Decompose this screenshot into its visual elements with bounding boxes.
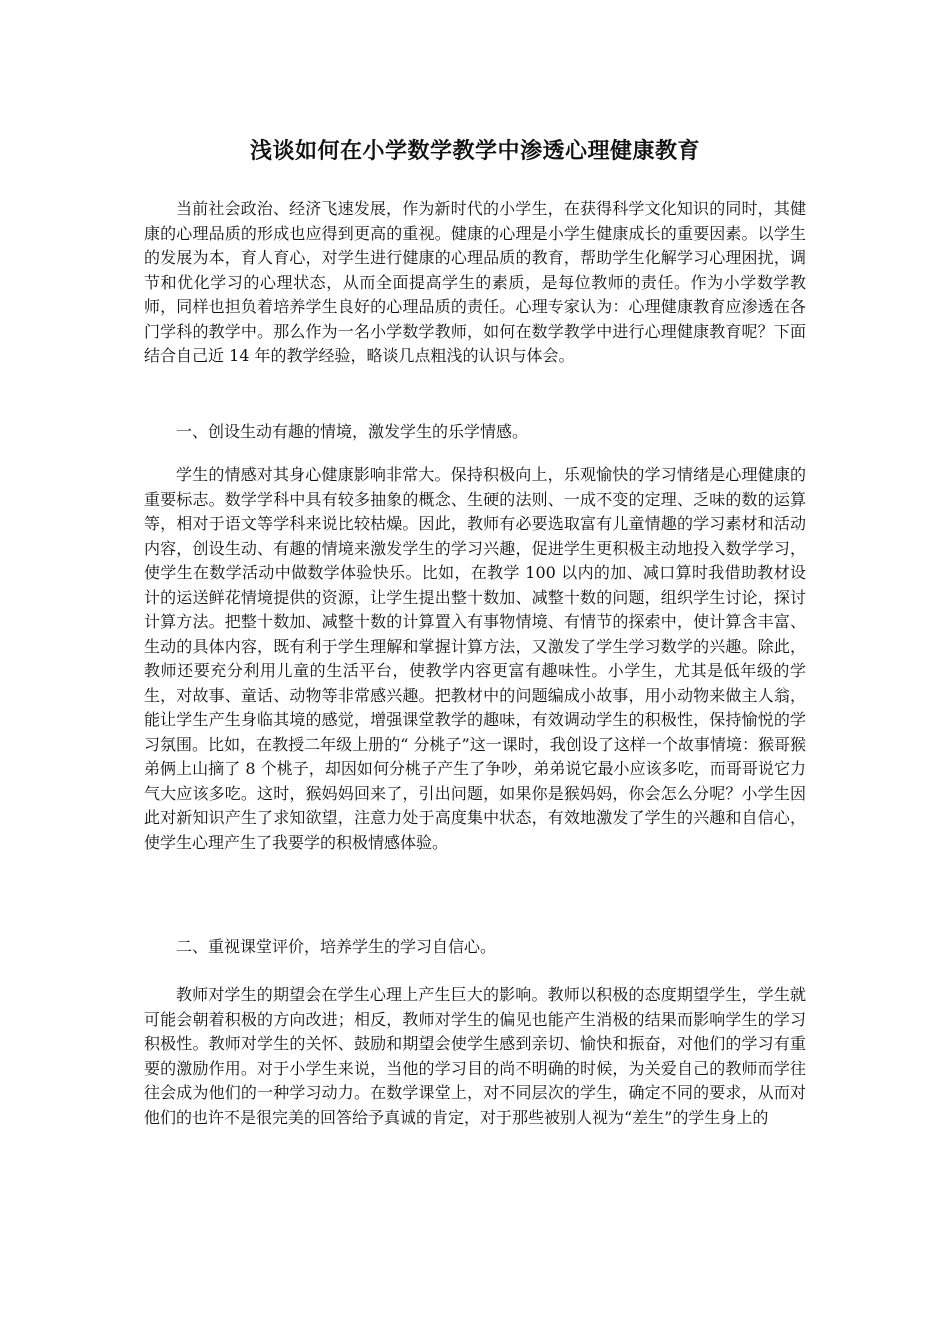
- section-heading-2: 二、重视课堂评价，培养学生的学习自信心。: [176, 937, 497, 956]
- document-page: [144, 0, 806, 1344]
- section-1-paragraph: 学生的情感对其身心健康影响非常大。保持积极向上，乐观愉快的学习情绪是心理健康的重要标志。数学学科中具有较多抽象的概念、生硬的法则、一成不变的定理、乏味的数的运算等，相对于语文等学科来说比较枯燥。因此，教师有必要选取富有儿童情趣的学习素材和活动内容，创设生动、有趣的情境来激发学生的学习兴趣，促进学生更积极主动地投入数学学习，使学生在数学活动中做数学体验快乐。比如，在教学 100 以内的加、减口算时我借助教材设计的运送鲜花情境提供的资源，让学生提出整十数加、减整十数的问题，组织学生讨论，探讨计算方法。把整十数加、减整十数的计算置入有事物情境、有情节的探索中，使计算含丰富、生动的具体内容，既有利于学生理解和掌握计算方法，又激发了学生学习数学的兴趣。除此，教师还要充分利用儿童的生活平台，使教学内容更富有趣味性。小学生，尤其是低年级的学生，对故事、童话、动物等非常感兴趣。把教材中的问题编成小故事，用小动物来做主人翁，能让学生产生身临其境的感觉，增强课堂教学的趣味，有效调动学生的积极性，保持愉悦的学习氛围。比如，在教授二年级上册的“ 分桃子”这一课时，我创设了这样一个故事情境：猴哥猴弟俩上山摘了 8 个桃子，却因如何分桃子产生了争吵，弟弟说它最小应该多吃，而哥哥说它力气大应该多吃。这时，猴妈妈回来了，引出问题，如果你是猴妈妈，你会怎么分呢？小学生因此对新知识产生了求知欲望，注意力处于高度集中状态，有效地激发了学生的兴趣和自信心，使学生心理产生了我要学的积极情感体验。: [144, 465, 806, 852]
- section-2-paragraph: 教师对学生的期望会在学生心理上产生巨大的影响。教师以积极的态度期望学生，学生就可能会朝着积极的方向改进；相反，教师对学生的偏见也能产生消极的结果而影响学生的学习积极性。教师对学生的关怀、鼓励和期望会使学生感到亲切、愉快和振奋，对他们的学习有重要的激励作用。对于小学生来说，当他的学习目的尚不明确的时候，为关爱自己的教师而学往往会成为他们的一种学习动力。在数学课堂上，对不同层次的学生，确定不同的要求，从而对他们的也许不是很完美的回答给予真诚的肯定，对于那些被别人视为“差生”的学生身上的: [144, 985, 806, 1127]
- section-heading-1: 一、创设生动有趣的情境，激发学生的乐学情感。: [176, 422, 529, 441]
- document-title: 浅谈如何在小学数学教学中渗透心理健康教育: [249, 138, 700, 164]
- intro-paragraph: 当前社会政治、经济飞速发展，作为新时代的小学生，在获得科学文化知识的同时，其健康的心理品质的形成也应得到更高的重视。健康的心理是小学生健康成长的重要因素。以学生的发展为本，育人育心，对学生进行健康的心理品质的教育，帮助学生化解学习心理困扰，调节和优化学习的心理状态，从而全面提高学生的素质，是每位教师的责任。作为小学数学教师，同样也担负着培养学生良好的心理品质的责任。心理专家认为：心理健康教育应渗透在各门学科的教学中。那么作为一名小学数学教师，如何在数学教学中进行心理健康教育呢？下面结合自己近 14 年的教学经验，略谈几点粗浅的认识与体会。: [144, 199, 806, 365]
